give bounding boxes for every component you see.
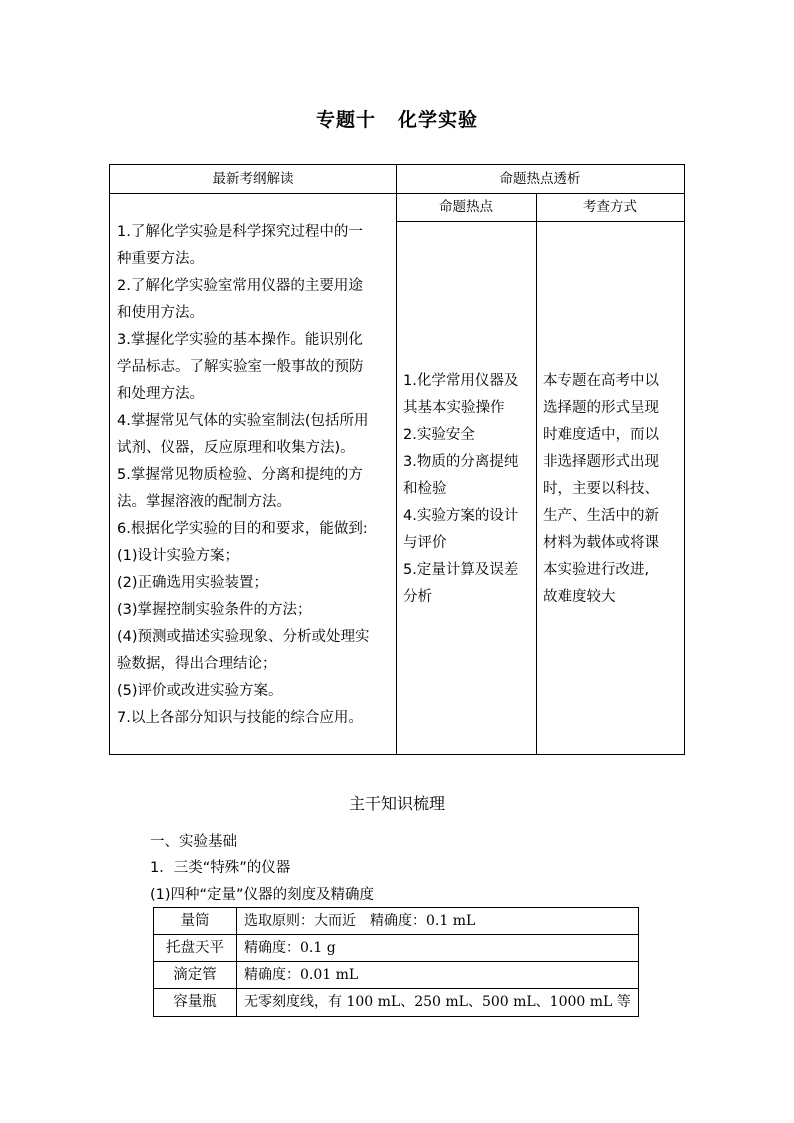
title-part2: 化学实验 — [398, 109, 479, 131]
instrument-precision: 无零刻度线，有 100 mL、250 mL、500 mL、1000 mL 等 — [244, 994, 631, 1010]
hot-topic-line: 分析 — [403, 589, 432, 605]
method-line: 本实验进行改进, — [543, 562, 650, 578]
instrument-name: 量筒 — [180, 913, 210, 929]
table-row — [154, 962, 638, 989]
hot-topic-line: 和检验 — [403, 481, 447, 497]
method-line: 故难度较大 — [543, 589, 616, 605]
hot-topic-line: 与评价 — [403, 535, 447, 551]
instrument-table — [153, 907, 639, 1017]
method-line: 时难度适中，而以 — [543, 427, 659, 443]
table-header-line-left — [110, 193, 396, 194]
instrument-precision: 精确度：0.01 mL — [244, 967, 359, 983]
table-row — [154, 989, 638, 1016]
hot-topic-line: 3.物质的分离提纯 — [403, 454, 519, 470]
method-line: 非选择题形式出现 — [543, 454, 659, 470]
syllabus-line: 1.了解化学实验是科学探究过程中的一 — [117, 224, 363, 240]
syllabus-line: (3)掌握控制实验条件的方法； — [117, 602, 312, 618]
method-line: 选择题的形式呈现 — [543, 400, 659, 416]
syllabus-line: (5)评价或改进实验方案。 — [117, 683, 283, 699]
hot-topics-content — [403, 368, 518, 611]
heading-quantitative-instruments: (1)四种“定量”仪器的刻度及精确度 — [150, 887, 375, 903]
syllabus-line: 和使用方法。 — [117, 305, 204, 321]
syllabus-line: 7.以上各部分知识与技能的综合应用。 — [117, 710, 363, 726]
syllabus-line: 5.掌握常见物质检验、分离和提纯的方 — [117, 467, 363, 483]
instrument-name: 滴定管 — [173, 967, 217, 983]
syllabus-line: 试剂、仪器，反应原理和收集方法)。 — [117, 440, 355, 456]
hot-topic-line: 其基本实验操作 — [403, 400, 505, 416]
syllabus-line: 2.了解化学实验室常用仪器的主要用途 — [117, 278, 363, 294]
syllabus-line: 和处理方法。 — [117, 386, 204, 402]
table-row — [154, 935, 638, 962]
heading-experiment-basics: 一、实验基础 — [150, 834, 237, 850]
header-hot-analysis: 命题热点透析 — [499, 171, 581, 187]
syllabus-line: 4.掌握常见气体的实验室制法(包括所用 — [117, 413, 369, 429]
hot-topic-line: 1.化学常用仪器及 — [403, 373, 519, 389]
syllabus-line: 3.掌握化学实验的基本操作。能识别化 — [117, 332, 363, 348]
syllabus-line: 6.根据化学实验的目的和要求，能做到: — [117, 521, 368, 537]
syllabus-content — [117, 219, 370, 732]
hot-topic-line: 2.实验安全 — [403, 427, 475, 443]
hot-topic-line: 4.实验方案的设计 — [403, 508, 519, 524]
hot-topic-line: 5.定量计算及误差 — [403, 562, 519, 578]
subheader-hot: 命题热点 — [439, 199, 493, 215]
syllabus-line: 验数据，得出合理结论； — [117, 656, 277, 672]
instrument-name: 容量瓶 — [173, 994, 217, 1010]
heading-special-instruments: 1．三类“特殊”的仪器 — [150, 860, 291, 876]
syllabus-line: 学品标志。了解实验室一般事故的预防 — [117, 359, 364, 375]
method-line: 生产、生活中的新 — [543, 508, 659, 524]
instrument-name: 托盘天平 — [166, 940, 224, 956]
method-line: 材料为载体或将课 — [543, 535, 659, 551]
method-content — [543, 368, 659, 611]
instrument-precision: 选取原则：大而近 精确度：0.1 mL — [244, 913, 476, 929]
instrument-precision: 精确度：0.1 g — [244, 940, 336, 956]
syllabus-table — [109, 164, 685, 755]
header-syllabus: 最新考纲解读 — [212, 171, 294, 187]
section-title: 主干知识梳理 — [348, 794, 445, 813]
table-row — [154, 908, 638, 935]
syllabus-line: 种重要方法。 — [117, 251, 204, 267]
method-line: 时，主要以科技、 — [543, 481, 659, 497]
subheader-method: 考查方式 — [583, 199, 637, 215]
syllabus-line: (1)设计实验方案； — [117, 548, 240, 564]
syllabus-line: 法。掌握溶液的配制方法。 — [117, 494, 291, 510]
table-divider-sub — [536, 193, 537, 754]
table-subheader-line — [396, 221, 684, 222]
syllabus-line: (2)正确选用实验装置； — [117, 575, 269, 591]
title-part1: 专题十 — [315, 109, 376, 131]
page-title — [0, 105, 794, 132]
syllabus-line: (4)预测或描述实验现象、分析或处理实 — [117, 629, 370, 645]
method-line: 本专题在高考中以 — [543, 373, 659, 389]
table-divider-main — [396, 165, 397, 754]
